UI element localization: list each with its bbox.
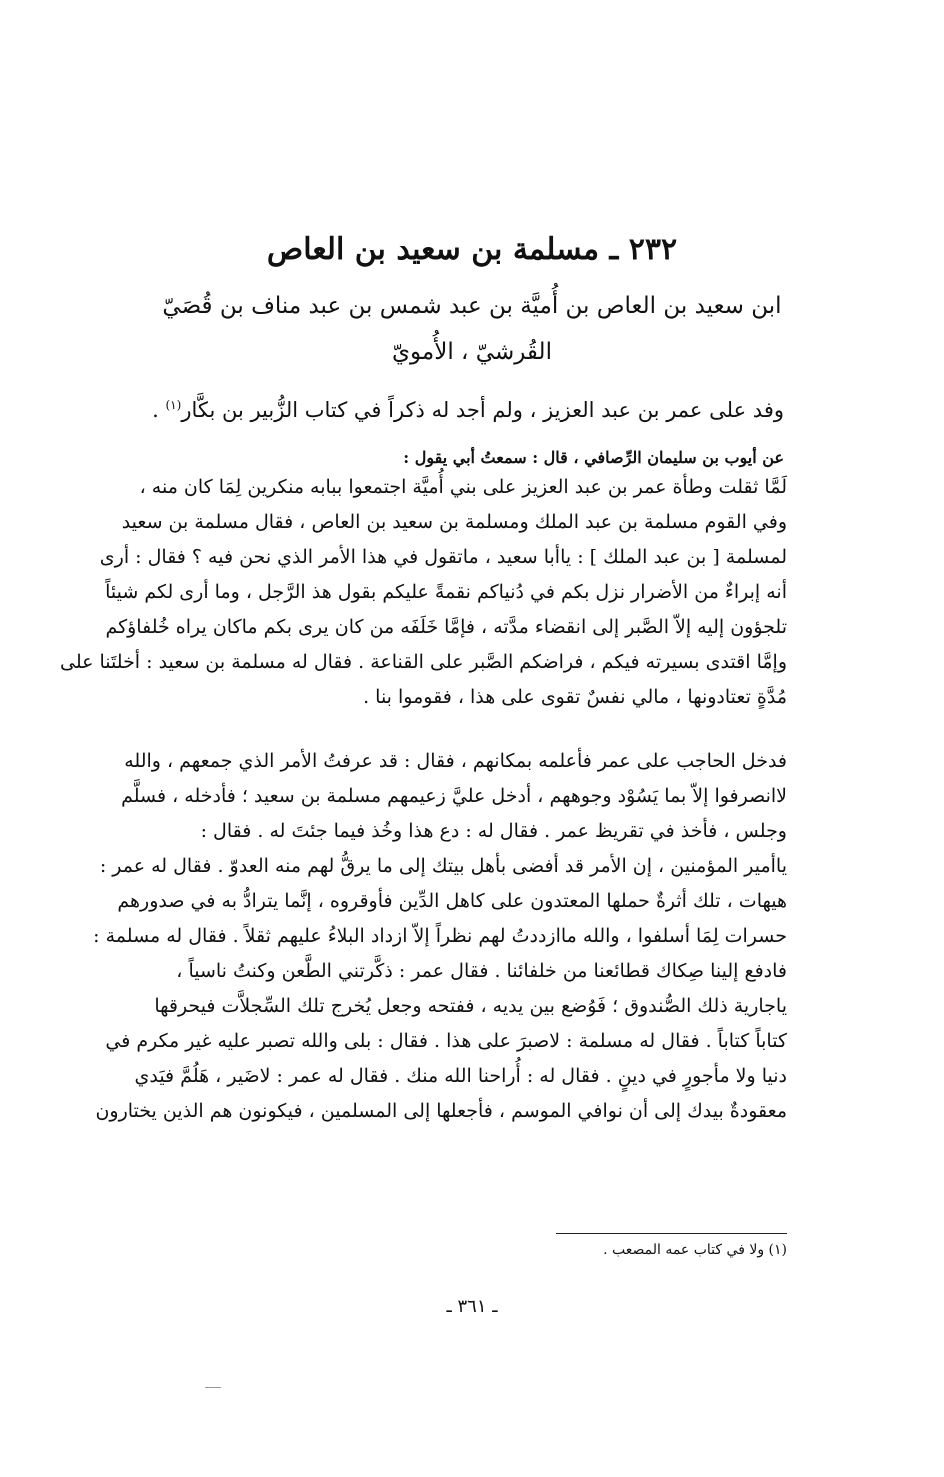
text-line: تلجؤون إليه إلاّ الصَّبر إلى انقضاء مدَّته ، فإمَّا خَلَفَه من كان يرى بكم ماكان يراه خُلفاؤكم <box>105 616 787 638</box>
text-line: وفي القوم مسلمة بن عبد الملك ومسلمة بن سعيد بن العاص ، فقال مسلمة بن سعيد <box>121 511 787 533</box>
text-line: وإمَّا اقتدى بسيرته فيكم ، فراضكم الصَّبر على القناعة . فقال له مسلمة بن سعيد : أخلتَنا على <box>60 651 787 673</box>
text-line: وجلس ، فأخذ في تقريظ عمر . فقال له : دع هذا وخُذ فيما جئتَ له . فقال : <box>200 820 787 842</box>
text-line: لاانصرفوا إلاّ بما يَسُوْد وجوههم ، أدخل عليَّ زعيمهم مسلمة بن سعيد ؛ فأدخله ، فسلَّم <box>121 785 787 807</box>
text-line: لمسلمة [ بن عبد الملك ] : ياأبا سعيد ، ماتقول في هذا الأمر الذي نحن فيه ؟ فقال : أرى <box>99 546 787 568</box>
text-line: هيهات ، تلك أثرةٌ حملها المعتدون على كاهل الدِّين فأوقروه ، إنَّما يترادُّ به في صدورهم <box>117 890 787 912</box>
scan-mark <box>205 1387 221 1388</box>
intro-end: . <box>152 398 166 422</box>
text-line: دنيا ولا مأجورٍ في دينٍ . فقال له : أُراحنا الله منك . فقال له عمر : لاضَير ، هَلُمَّ فيَدي <box>134 1065 787 1087</box>
lineage-line-1: ابن سعيد بن العاص بن أُميَّة بن عبد شمس بن عبد مناف بن قُصَيّ <box>162 293 782 319</box>
page-title: ٢٣٢ ـ مسلمة بن سعيد بن العاص <box>266 232 678 267</box>
text-line: أنه إبراءٌ من الأضرار نزل بكم في دُنياكم نقمةً عليكم بقول هذ الرَّجل ، وما أرى لكم شيئاً <box>105 581 787 603</box>
text-line: كتاباً كتاباً . فقال له مسلمة : لاصبرَ على هذا . فقال : بلى والله تصبر عليه غير مكرم في <box>105 1030 787 1052</box>
text-line: مُدَّةٍ تعتادونها ، مالي نفسٌ تقوى على هذا ، فقوموا بنا . <box>363 686 787 708</box>
paragraph-1 <box>60 470 787 715</box>
paragraph-2 <box>93 744 787 1129</box>
text-line: فادفع إلينا صِكاك قطائعنا من خلفائنا . فقال عمر : ذكَّرتني الطَّعن وكنتُ ناسياً ، <box>176 960 787 982</box>
intro-text: وفد على عمر بن عبد العزيز ، ولم أجد له ذكراً في كتاب الزُّبير بن بكَّار <box>181 398 784 422</box>
footnote-reference: (١) <box>165 398 182 412</box>
text-line: ياأمير المؤمنين ، إن الأمر قد أفضى بأهل بيتك إلى ما يرقُّ لهم منه العدوّ . فقال له عمر : <box>99 855 787 877</box>
text-line: ياجارية ذلك الصُّندوق ؛ فَوُضع بين يديه ، ففتحه وجعل يُخرج تلك السِّجلاَّت فيحرقها <box>154 995 787 1017</box>
footnote-divider <box>556 1233 787 1234</box>
text-line: معقودةٌ بيدك إلى أن نوافي الموسم ، فأجعلها إلى المسلمين ، فيكونون هم الذين يختارون <box>95 1100 787 1122</box>
text-line: حسرات لِمَا أسلفوا ، والله ماازددتُ لهم نظراً إلاّ ازداد البلاءُ عليهم ثقلاً . فقال له مسلمة : <box>93 925 787 947</box>
footnote: (١) ولا في كتاب عمه المصعب . <box>603 1242 787 1258</box>
page-number: ـ ٣٦١ ـ <box>446 1296 498 1317</box>
text-line: فدخل الحاجب على عمر فأعلمه بمكانهم ، فقال : قد عرفتُ الأمر الذي جمعهم ، والله <box>124 750 787 772</box>
lineage-line-2: القُرشيّ ، الأُمويّ <box>392 339 552 365</box>
isnad-line: عن أيوب بن سليمان الرِّصافي ، قال : سمعتُ أبي يقول : <box>403 448 784 467</box>
text-line: لَمَّا ثقلت وطأة عمر بن عبد العزيز على بني أُميَّة اجتمعوا ببابه منكرين لِمَا كان منه ، <box>139 476 787 498</box>
intro-line <box>152 383 784 432</box>
